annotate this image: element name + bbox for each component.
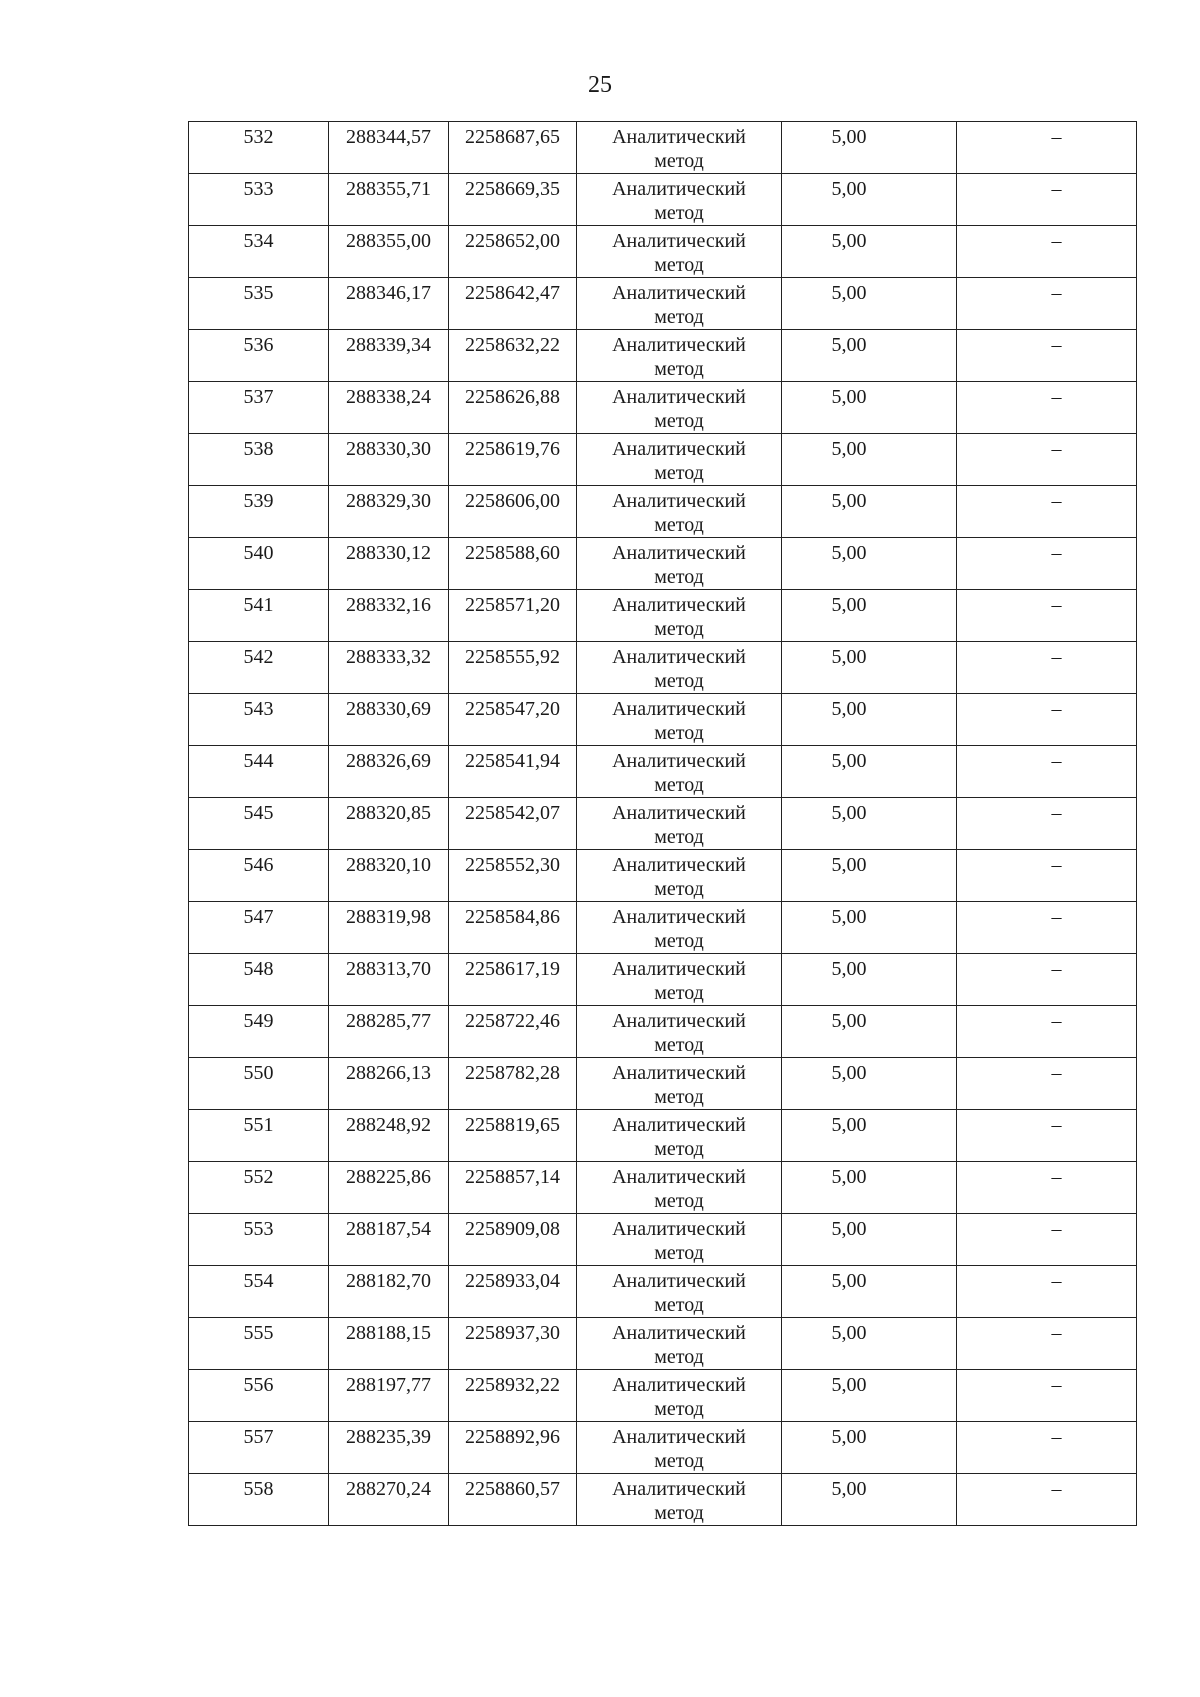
note-cell: – xyxy=(957,1266,1137,1318)
y-coordinate-cell: 2258632,22 xyxy=(449,330,577,382)
note-cell: – xyxy=(957,1214,1137,1266)
method-cell xyxy=(577,642,782,694)
point-number-cell: 532 xyxy=(189,122,329,174)
x-coordinate-cell: 288355,71 xyxy=(329,174,449,226)
y-coordinate-cell: 2258571,20 xyxy=(449,590,577,642)
method-line-1: Аналитический xyxy=(612,1114,746,1136)
table-row xyxy=(189,1370,1137,1422)
method-line-2: метод xyxy=(654,1450,704,1472)
table-row xyxy=(189,434,1137,486)
accuracy-cell: 5,00 xyxy=(782,1214,957,1266)
x-coordinate-cell: 288320,10 xyxy=(329,850,449,902)
point-number-cell: 548 xyxy=(189,954,329,1006)
x-coordinate-cell: 288339,34 xyxy=(329,330,449,382)
method-line-2: метод xyxy=(654,1346,704,1368)
note-cell: – xyxy=(957,1162,1137,1214)
table-row xyxy=(189,226,1137,278)
method-cell xyxy=(577,1370,782,1422)
accuracy-cell: 5,00 xyxy=(782,642,957,694)
method-line-1: Аналитический xyxy=(612,1218,746,1240)
method-cell xyxy=(577,850,782,902)
x-coordinate-cell: 288333,32 xyxy=(329,642,449,694)
table-row xyxy=(189,122,1137,174)
method-line-2: метод xyxy=(654,1138,704,1160)
table-row xyxy=(189,330,1137,382)
y-coordinate-cell: 2258606,00 xyxy=(449,486,577,538)
x-coordinate-cell: 288187,54 xyxy=(329,1214,449,1266)
accuracy-cell: 5,00 xyxy=(782,746,957,798)
table-row xyxy=(189,642,1137,694)
method-line-1: Аналитический xyxy=(612,750,746,772)
method-cell xyxy=(577,538,782,590)
note-cell: – xyxy=(957,1318,1137,1370)
accuracy-cell: 5,00 xyxy=(782,1058,957,1110)
x-coordinate-cell: 288346,17 xyxy=(329,278,449,330)
point-number-cell: 549 xyxy=(189,1006,329,1058)
x-coordinate-cell: 288332,16 xyxy=(329,590,449,642)
method-line-2: метод xyxy=(654,878,704,900)
note-cell: – xyxy=(957,1006,1137,1058)
note-cell: – xyxy=(957,1058,1137,1110)
table-row xyxy=(189,1214,1137,1266)
method-cell xyxy=(577,1422,782,1474)
method-line-1: Аналитический xyxy=(612,1478,746,1500)
y-coordinate-cell: 2258819,65 xyxy=(449,1110,577,1162)
y-coordinate-cell: 2258588,60 xyxy=(449,538,577,590)
table-row xyxy=(189,1006,1137,1058)
x-coordinate-cell: 288188,15 xyxy=(329,1318,449,1370)
method-cell xyxy=(577,694,782,746)
table-row xyxy=(189,902,1137,954)
point-number-cell: 544 xyxy=(189,746,329,798)
point-number-cell: 556 xyxy=(189,1370,329,1422)
table-row xyxy=(189,174,1137,226)
method-line-1: Аналитический xyxy=(612,1062,746,1084)
table-row xyxy=(189,694,1137,746)
method-line-2: метод xyxy=(654,514,704,536)
method-line-2: метод xyxy=(654,566,704,588)
method-cell xyxy=(577,1162,782,1214)
point-number-cell: 538 xyxy=(189,434,329,486)
point-number-cell: 545 xyxy=(189,798,329,850)
method-cell xyxy=(577,226,782,278)
note-cell: – xyxy=(957,538,1137,590)
method-line-1: Аналитический xyxy=(612,646,746,668)
y-coordinate-cell: 2258909,08 xyxy=(449,1214,577,1266)
point-number-cell: 540 xyxy=(189,538,329,590)
point-number-cell: 550 xyxy=(189,1058,329,1110)
point-number-cell: 533 xyxy=(189,174,329,226)
y-coordinate-cell: 2258642,47 xyxy=(449,278,577,330)
table-row xyxy=(189,382,1137,434)
table-row xyxy=(189,746,1137,798)
method-cell xyxy=(577,382,782,434)
x-coordinate-cell: 288248,92 xyxy=(329,1110,449,1162)
y-coordinate-cell: 2258652,00 xyxy=(449,226,577,278)
y-coordinate-cell: 2258687,65 xyxy=(449,122,577,174)
accuracy-cell: 5,00 xyxy=(782,226,957,278)
accuracy-cell: 5,00 xyxy=(782,1370,957,1422)
method-line-2: метод xyxy=(654,358,704,380)
y-coordinate-cell: 2258584,86 xyxy=(449,902,577,954)
method-cell xyxy=(577,122,782,174)
table-row xyxy=(189,850,1137,902)
x-coordinate-cell: 288330,12 xyxy=(329,538,449,590)
method-line-1: Аналитический xyxy=(612,1322,746,1344)
accuracy-cell: 5,00 xyxy=(782,954,957,1006)
accuracy-cell: 5,00 xyxy=(782,486,957,538)
accuracy-cell: 5,00 xyxy=(782,174,957,226)
method-cell xyxy=(577,1058,782,1110)
note-cell: – xyxy=(957,330,1137,382)
point-number-cell: 534 xyxy=(189,226,329,278)
point-number-cell: 541 xyxy=(189,590,329,642)
table-row xyxy=(189,1266,1137,1318)
point-number-cell: 558 xyxy=(189,1474,329,1526)
method-line-2: метод xyxy=(654,982,704,1004)
x-coordinate-cell: 288344,57 xyxy=(329,122,449,174)
method-line-1: Аналитический xyxy=(612,854,746,876)
accuracy-cell: 5,00 xyxy=(782,382,957,434)
table-row xyxy=(189,538,1137,590)
table-row xyxy=(189,1110,1137,1162)
accuracy-cell: 5,00 xyxy=(782,278,957,330)
x-coordinate-cell: 288319,98 xyxy=(329,902,449,954)
point-number-cell: 537 xyxy=(189,382,329,434)
y-coordinate-cell: 2258937,30 xyxy=(449,1318,577,1370)
y-coordinate-cell: 2258932,22 xyxy=(449,1370,577,1422)
method-line-2: метод xyxy=(654,1242,704,1264)
method-cell xyxy=(577,746,782,798)
method-line-2: метод xyxy=(654,826,704,848)
accuracy-cell: 5,00 xyxy=(782,850,957,902)
point-number-cell: 546 xyxy=(189,850,329,902)
table-row xyxy=(189,1422,1137,1474)
accuracy-cell: 5,00 xyxy=(782,1318,957,1370)
table-row xyxy=(189,278,1137,330)
x-coordinate-cell: 288338,24 xyxy=(329,382,449,434)
method-line-1: Аналитический xyxy=(612,126,746,148)
point-number-cell: 555 xyxy=(189,1318,329,1370)
method-line-2: метод xyxy=(654,930,704,952)
note-cell: – xyxy=(957,902,1137,954)
accuracy-cell: 5,00 xyxy=(782,1110,957,1162)
point-number-cell: 557 xyxy=(189,1422,329,1474)
method-line-1: Аналитический xyxy=(612,334,746,356)
page-number: 25 xyxy=(588,72,612,98)
method-line-2: метод xyxy=(654,1034,704,1056)
note-cell: – xyxy=(957,278,1137,330)
accuracy-cell: 5,00 xyxy=(782,1266,957,1318)
method-line-1: Аналитический xyxy=(612,906,746,928)
y-coordinate-cell: 2258617,19 xyxy=(449,954,577,1006)
y-coordinate-cell: 2258857,14 xyxy=(449,1162,577,1214)
note-cell: – xyxy=(957,798,1137,850)
y-coordinate-cell: 2258542,07 xyxy=(449,798,577,850)
table-row xyxy=(189,1058,1137,1110)
method-line-1: Аналитический xyxy=(612,178,746,200)
method-line-2: метод xyxy=(654,1398,704,1420)
x-coordinate-cell: 288326,69 xyxy=(329,746,449,798)
method-line-2: метод xyxy=(654,1502,704,1524)
y-coordinate-cell: 2258619,76 xyxy=(449,434,577,486)
note-cell: – xyxy=(957,1422,1137,1474)
y-coordinate-cell: 2258552,30 xyxy=(449,850,577,902)
method-cell xyxy=(577,434,782,486)
y-coordinate-cell: 2258933,04 xyxy=(449,1266,577,1318)
point-number-cell: 553 xyxy=(189,1214,329,1266)
x-coordinate-cell: 288225,86 xyxy=(329,1162,449,1214)
accuracy-cell: 5,00 xyxy=(782,122,957,174)
note-cell: – xyxy=(957,954,1137,1006)
note-cell: – xyxy=(957,1110,1137,1162)
point-number-cell: 547 xyxy=(189,902,329,954)
method-line-2: метод xyxy=(654,410,704,432)
method-line-1: Аналитический xyxy=(612,1166,746,1188)
table-row xyxy=(189,954,1137,1006)
method-line-2: метод xyxy=(654,254,704,276)
point-number-cell: 554 xyxy=(189,1266,329,1318)
note-cell: – xyxy=(957,122,1137,174)
method-cell xyxy=(577,1318,782,1370)
x-coordinate-cell: 288355,00 xyxy=(329,226,449,278)
method-cell xyxy=(577,486,782,538)
method-cell xyxy=(577,1266,782,1318)
note-cell: – xyxy=(957,486,1137,538)
x-coordinate-cell: 288313,70 xyxy=(329,954,449,1006)
x-coordinate-cell: 288270,24 xyxy=(329,1474,449,1526)
table-row xyxy=(189,590,1137,642)
method-line-1: Аналитический xyxy=(612,1270,746,1292)
note-cell: – xyxy=(957,694,1137,746)
note-cell: – xyxy=(957,1474,1137,1526)
method-line-2: метод xyxy=(654,1190,704,1212)
y-coordinate-cell: 2258555,92 xyxy=(449,642,577,694)
method-cell xyxy=(577,590,782,642)
method-cell xyxy=(577,1214,782,1266)
method-line-2: метод xyxy=(654,150,704,172)
x-coordinate-cell: 288266,13 xyxy=(329,1058,449,1110)
method-cell xyxy=(577,1006,782,1058)
method-line-2: метод xyxy=(654,774,704,796)
x-coordinate-cell: 288330,69 xyxy=(329,694,449,746)
x-coordinate-cell: 288235,39 xyxy=(329,1422,449,1474)
note-cell: – xyxy=(957,746,1137,798)
method-line-1: Аналитический xyxy=(612,802,746,824)
method-line-1: Аналитический xyxy=(612,1010,746,1032)
accuracy-cell: 5,00 xyxy=(782,1474,957,1526)
x-coordinate-cell: 288330,30 xyxy=(329,434,449,486)
method-cell xyxy=(577,174,782,226)
accuracy-cell: 5,00 xyxy=(782,1006,957,1058)
method-cell xyxy=(577,798,782,850)
table-row xyxy=(189,1162,1137,1214)
table-row xyxy=(189,1318,1137,1370)
coordinates-table xyxy=(188,121,1137,1526)
y-coordinate-cell: 2258626,88 xyxy=(449,382,577,434)
accuracy-cell: 5,00 xyxy=(782,330,957,382)
note-cell: – xyxy=(957,382,1137,434)
x-coordinate-cell: 288197,77 xyxy=(329,1370,449,1422)
method-line-2: метод xyxy=(654,1086,704,1108)
y-coordinate-cell: 2258722,46 xyxy=(449,1006,577,1058)
point-number-cell: 552 xyxy=(189,1162,329,1214)
x-coordinate-cell: 288320,85 xyxy=(329,798,449,850)
accuracy-cell: 5,00 xyxy=(782,798,957,850)
y-coordinate-cell: 2258541,94 xyxy=(449,746,577,798)
y-coordinate-cell: 2258669,35 xyxy=(449,174,577,226)
table-row xyxy=(189,798,1137,850)
accuracy-cell: 5,00 xyxy=(782,434,957,486)
note-cell: – xyxy=(957,642,1137,694)
x-coordinate-cell: 288182,70 xyxy=(329,1266,449,1318)
point-number-cell: 535 xyxy=(189,278,329,330)
method-line-1: Аналитический xyxy=(612,542,746,564)
coordinates-table-body xyxy=(189,122,1137,1526)
accuracy-cell: 5,00 xyxy=(782,902,957,954)
method-cell xyxy=(577,954,782,1006)
point-number-cell: 536 xyxy=(189,330,329,382)
method-line-2: метод xyxy=(654,306,704,328)
method-line-2: метод xyxy=(654,462,704,484)
x-coordinate-cell: 288329,30 xyxy=(329,486,449,538)
note-cell: – xyxy=(957,1370,1137,1422)
method-line-1: Аналитический xyxy=(612,230,746,252)
note-cell: – xyxy=(957,226,1137,278)
method-cell xyxy=(577,278,782,330)
accuracy-cell: 5,00 xyxy=(782,1162,957,1214)
point-number-cell: 542 xyxy=(189,642,329,694)
method-line-1: Аналитический xyxy=(612,958,746,980)
method-line-2: метод xyxy=(654,1294,704,1316)
method-cell xyxy=(577,1110,782,1162)
method-cell xyxy=(577,330,782,382)
method-cell xyxy=(577,1474,782,1526)
accuracy-cell: 5,00 xyxy=(782,590,957,642)
method-line-1: Аналитический xyxy=(612,594,746,616)
method-line-2: метод xyxy=(654,202,704,224)
method-line-1: Аналитический xyxy=(612,438,746,460)
method-line-1: Аналитический xyxy=(612,1374,746,1396)
accuracy-cell: 5,00 xyxy=(782,538,957,590)
point-number-cell: 539 xyxy=(189,486,329,538)
y-coordinate-cell: 2258892,96 xyxy=(449,1422,577,1474)
table-row xyxy=(189,486,1137,538)
point-number-cell: 543 xyxy=(189,694,329,746)
note-cell: – xyxy=(957,434,1137,486)
method-cell xyxy=(577,902,782,954)
method-line-1: Аналитический xyxy=(612,698,746,720)
note-cell: – xyxy=(957,174,1137,226)
x-coordinate-cell: 288285,77 xyxy=(329,1006,449,1058)
y-coordinate-cell: 2258860,57 xyxy=(449,1474,577,1526)
y-coordinate-cell: 2258782,28 xyxy=(449,1058,577,1110)
method-line-2: метод xyxy=(654,670,704,692)
point-number-cell: 551 xyxy=(189,1110,329,1162)
method-line-2: метод xyxy=(654,618,704,640)
note-cell: – xyxy=(957,850,1137,902)
method-line-1: Аналитический xyxy=(612,1426,746,1448)
accuracy-cell: 5,00 xyxy=(782,694,957,746)
method-line-1: Аналитический xyxy=(612,490,746,512)
note-cell: – xyxy=(957,590,1137,642)
method-line-1: Аналитический xyxy=(612,386,746,408)
method-line-2: метод xyxy=(654,722,704,744)
y-coordinate-cell: 2258547,20 xyxy=(449,694,577,746)
accuracy-cell: 5,00 xyxy=(782,1422,957,1474)
method-line-1: Аналитический xyxy=(612,282,746,304)
table-row xyxy=(189,1474,1137,1526)
